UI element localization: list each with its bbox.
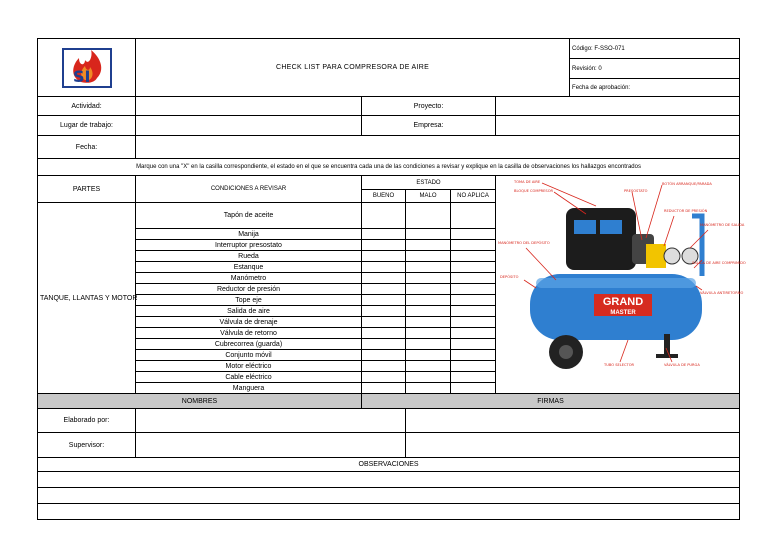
label-reductor: REDUCTOR DE PRESIÓN: [664, 209, 708, 213]
motor-block: [566, 208, 636, 270]
label-tubo-selector: TUBO SELECTOR: [604, 363, 635, 367]
observations-line[interactable]: [38, 504, 740, 520]
check-malo[interactable]: [406, 273, 451, 284]
supervisor-label: Supervisor:: [38, 433, 136, 458]
brand-top-text: GRAND: [602, 296, 644, 308]
check-bueno[interactable]: [362, 273, 406, 284]
condition-row: Tapón de aceite: [136, 203, 362, 229]
check-bueno[interactable]: [362, 372, 406, 383]
check-noaplica[interactable]: [451, 284, 496, 295]
check-bueno[interactable]: [362, 306, 406, 317]
check-noaplica[interactable]: [451, 240, 496, 251]
check-bueno[interactable]: [362, 229, 406, 240]
part-group-label: TANQUE, LLANTAS Y MOTOR: [38, 203, 136, 394]
check-noaplica[interactable]: [451, 295, 496, 306]
label-valvula-purga: VÁLVULA DE PURGA: [664, 363, 700, 367]
check-bueno[interactable]: [362, 328, 406, 339]
check-bueno[interactable]: [362, 203, 406, 229]
check-malo[interactable]: [406, 229, 451, 240]
check-malo[interactable]: [406, 295, 451, 306]
check-bueno[interactable]: [362, 251, 406, 262]
form-title: CHECK LIST PARA COMPRESORA DE AIRE: [136, 39, 570, 97]
check-bueno[interactable]: [362, 295, 406, 306]
check-malo[interactable]: [406, 328, 451, 339]
check-noaplica[interactable]: [451, 361, 496, 372]
state-malo-header: MALO: [406, 190, 451, 203]
check-noaplica[interactable]: [451, 328, 496, 339]
elaborado-label: Elaborado por:: [38, 409, 136, 433]
col-parts-header: PARTES: [38, 176, 136, 203]
check-malo[interactable]: [406, 240, 451, 251]
logo-cell: [38, 39, 136, 97]
form-approval-date: Fecha de aprobación:: [570, 79, 740, 97]
check-bueno[interactable]: [362, 339, 406, 350]
checklist-sheet: [37, 38, 746, 524]
state-bueno-header: BUENO: [362, 190, 406, 203]
check-noaplica[interactable]: [451, 306, 496, 317]
label-manometro-deposito: MANÓMETRO DEL DEPÓSITO: [498, 241, 550, 245]
label-deposito: DEPÓSITO: [500, 275, 519, 279]
condition-row: Motor eléctrico: [136, 361, 362, 372]
fecha-input[interactable]: [136, 136, 740, 159]
check-malo[interactable]: [406, 372, 451, 383]
checklist-form: [37, 38, 746, 520]
actividad-label: Actividad:: [38, 97, 136, 116]
check-malo[interactable]: [406, 339, 451, 350]
condition-row: Estanque: [136, 262, 362, 273]
check-noaplica[interactable]: [451, 339, 496, 350]
condition-row: Válvula de retorno: [136, 328, 362, 339]
condition-row: Salida de aire: [136, 306, 362, 317]
label-toma-aire: TOMA DE AIRE: [514, 180, 541, 184]
col-state-header: ESTADO: [362, 176, 496, 190]
observations-line[interactable]: [38, 488, 740, 504]
fecha-label: Fecha:: [38, 136, 136, 159]
empresa-input[interactable]: [496, 116, 740, 136]
signatures-header: FIRMAS: [362, 394, 740, 409]
elaborado-name-input[interactable]: [136, 409, 406, 433]
form-revision: Revisión: 0: [570, 59, 740, 79]
condition-row: Interruptor presostato: [136, 240, 362, 251]
condition-row: Manguera: [136, 383, 362, 394]
actividad-input[interactable]: [136, 97, 362, 116]
condition-row: Cable eléctrico: [136, 372, 362, 383]
check-noaplica[interactable]: [451, 317, 496, 328]
check-noaplica[interactable]: [451, 251, 496, 262]
brand-bottom-text: MASTER: [610, 310, 636, 316]
check-malo[interactable]: [406, 317, 451, 328]
supervisor-signature-input[interactable]: [406, 433, 740, 458]
check-malo[interactable]: [406, 361, 451, 372]
check-bueno[interactable]: [362, 350, 406, 361]
check-noaplica[interactable]: [451, 262, 496, 273]
check-malo[interactable]: [406, 306, 451, 317]
condition-row: Reductor de presión: [136, 284, 362, 295]
state-noaplica-header: NO APLICA: [451, 190, 496, 203]
check-malo[interactable]: [406, 350, 451, 361]
lugar-input[interactable]: [136, 116, 362, 136]
check-bueno[interactable]: [362, 383, 406, 394]
condition-row: Válvula de drenaje: [136, 317, 362, 328]
condition-row: Rueda: [136, 251, 362, 262]
label-bloque-compresor: BLOQUE COMPRESOR: [514, 189, 554, 193]
label-boton-arranque: BOTÓN ARRANQUE/PARADA: [662, 182, 712, 186]
instructions: Marque con una "X" en la casilla correspondiente, el estado en el que se encuentra cada una de las condiciones a revisar y explique en la casilla de observaciones los hallazgos encontrados: [38, 159, 740, 176]
proyecto-input[interactable]: [496, 97, 740, 116]
condition-row: Conjunto móvil: [136, 350, 362, 361]
form-code: Código: F-SSO-071: [570, 39, 740, 59]
proyecto-label: Proyecto:: [362, 97, 496, 116]
check-noaplica[interactable]: [451, 203, 496, 229]
check-noaplica[interactable]: [451, 273, 496, 284]
check-bueno[interactable]: [362, 262, 406, 273]
company-logo: [59, 46, 115, 90]
check-bueno[interactable]: [362, 284, 406, 295]
condition-row: Manómetro: [136, 273, 362, 284]
elaborado-signature-input[interactable]: [406, 409, 740, 433]
check-noaplica[interactable]: [451, 383, 496, 394]
label-salida-aire: SALIDA DE AIRE COMPRIMIDO: [692, 261, 746, 265]
label-valvula-antiretorno: VÁLVULA ANTIRETORNO: [700, 291, 744, 295]
check-malo[interactable]: [406, 262, 451, 273]
check-bueno[interactable]: [362, 317, 406, 328]
compressor-diagram: [496, 176, 746, 391]
check-noaplica[interactable]: [451, 372, 496, 383]
check-noaplica[interactable]: [451, 350, 496, 361]
check-malo[interactable]: [406, 383, 451, 394]
check-malo[interactable]: [406, 203, 451, 229]
condition-row: Tope eje: [136, 295, 362, 306]
lugar-label: Lugar de trabajo:: [38, 116, 136, 136]
logo-text: SI: [72, 66, 90, 86]
check-malo[interactable]: [406, 284, 451, 295]
label-presostato: PRESOSTATO: [624, 189, 648, 193]
observations-line[interactable]: [38, 472, 740, 488]
check-bueno[interactable]: [362, 240, 406, 251]
observations-header: OBSERVACIONES: [38, 458, 740, 472]
check-bueno[interactable]: [362, 361, 406, 372]
condition-row: Cubrecorrea (guarda): [136, 339, 362, 350]
col-conditions-header: CONDICIONES A REVISAR: [136, 176, 362, 203]
empresa-label: Empresa:: [362, 116, 496, 136]
names-header: NOMBRES: [38, 394, 362, 409]
compressor-image-cell: [496, 176, 746, 394]
condition-row: Manija: [136, 229, 362, 240]
check-malo[interactable]: [406, 251, 451, 262]
label-manometro-salida: MANÓMETRO DE SALIDA: [700, 223, 745, 227]
check-noaplica[interactable]: [451, 229, 496, 240]
supervisor-name-input[interactable]: [136, 433, 406, 458]
